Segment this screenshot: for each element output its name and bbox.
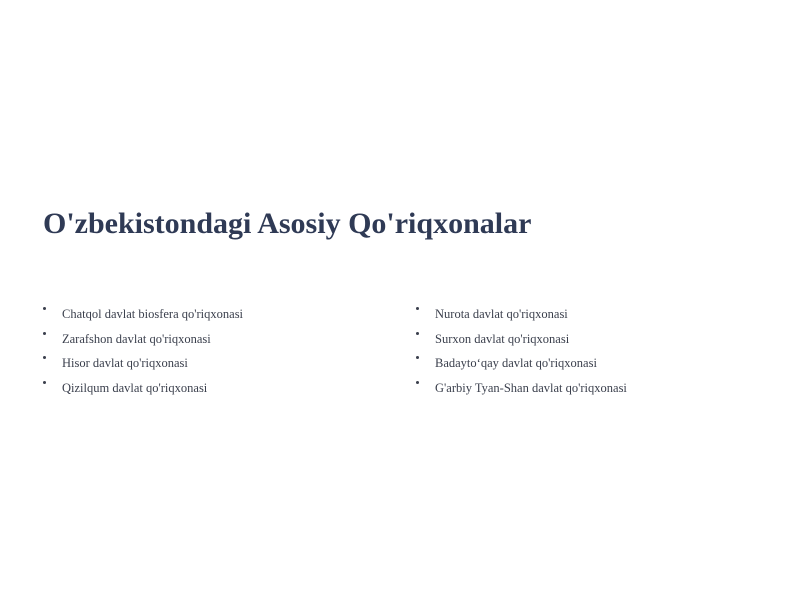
bullet-icon [43,381,46,384]
list-item-label: Chatqol davlat biosfera qo'riqxonasi [62,307,244,321]
list-item-label: Surxon davlat qo'riqxonasi [435,331,570,346]
bullet-icon [416,307,419,310]
bullet-icon [43,356,46,359]
bullet-icon [416,381,419,384]
list-item-label: Zarafshon davlat qo'riqxonasi [62,331,211,346]
list-item-label: Hisor davlat qo'riqxonasi [62,356,188,370]
list-item-label: G'arbiy Tyan-Shan davlat qo'riqxonasi [435,380,627,395]
bullet-icon [43,332,46,335]
bullet-icon [416,332,419,335]
list-item-label: Badaytoʻqay davlat qo'riqxonasi [435,356,597,370]
bullet-icon [416,356,419,359]
bullet-icon [43,307,46,310]
slide-title: O'zbekistondagi Asosiy Qo'riqxonalar [43,207,532,240]
list-item-label: Nurota davlat qo'riqxonasi [435,307,568,321]
list-item-label: Qizilqum davlat qo'riqxonasi [62,380,208,395]
